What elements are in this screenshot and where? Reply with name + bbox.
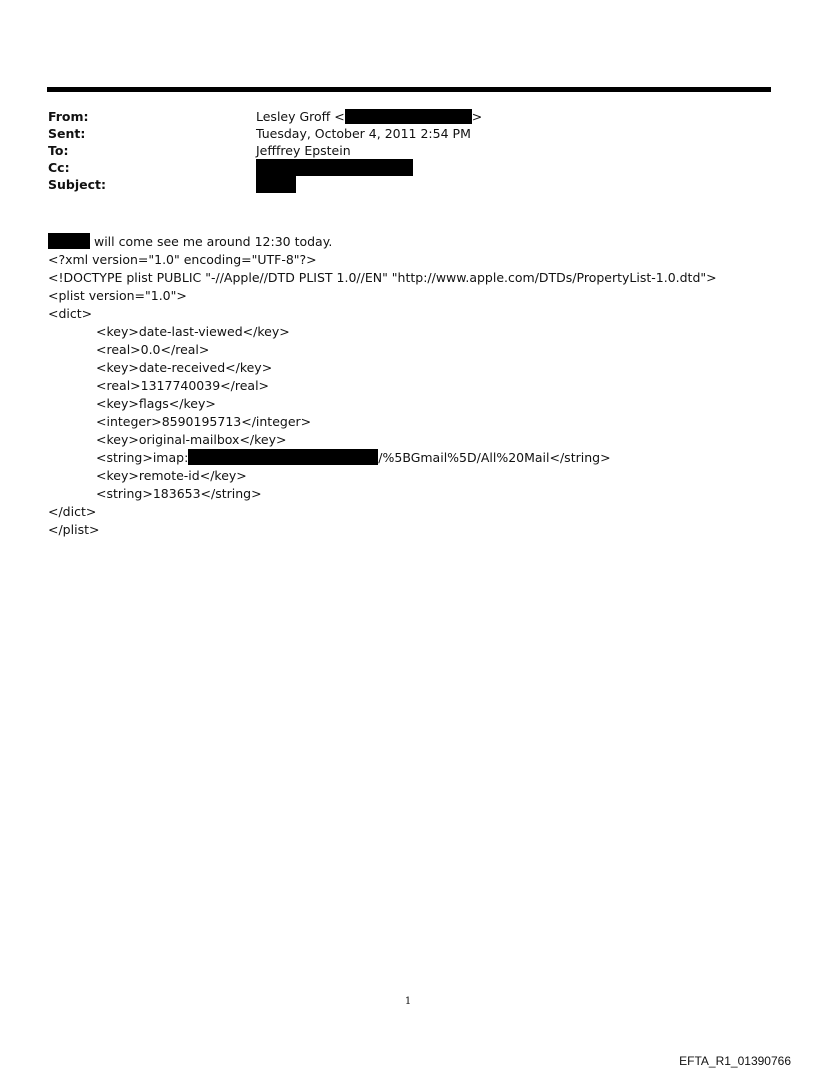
body-line-string-remote-id: <string>183653</string> bbox=[96, 486, 262, 501]
first-line-text: will come see me around 12:30 today. bbox=[90, 234, 333, 249]
from-value bbox=[256, 108, 482, 125]
body-line-first bbox=[48, 233, 778, 251]
redaction-box bbox=[48, 233, 90, 249]
cc-label: Cc: bbox=[48, 160, 70, 175]
body-line-key-date-last-viewed: <key>date-last-viewed</key> bbox=[96, 324, 290, 339]
redaction-box bbox=[256, 159, 413, 176]
body-line-plist-close: </plist> bbox=[48, 522, 100, 537]
body-line-string-imap bbox=[48, 449, 778, 467]
redaction-box bbox=[188, 449, 378, 465]
email-header bbox=[48, 108, 768, 193]
sent-value: Tuesday, October 4, 2011 2:54 PM bbox=[256, 126, 471, 141]
subject-label: Subject: bbox=[48, 177, 106, 192]
document-id: EFTA_R1_01390766 bbox=[679, 1054, 791, 1068]
cc-row bbox=[48, 159, 768, 176]
imap-prefix: <string>imap: bbox=[96, 450, 189, 465]
body-line-integer-flags: <integer>8590195713</integer> bbox=[96, 414, 312, 429]
redaction-box bbox=[345, 109, 472, 124]
subject-row bbox=[48, 176, 768, 193]
to-row bbox=[48, 142, 768, 159]
body-line-key-date-received: <key>date-received</key> bbox=[96, 360, 273, 375]
to-value: Jefffrey Epstein bbox=[256, 143, 351, 158]
email-body bbox=[48, 233, 778, 539]
body-line-dict-open: <dict> bbox=[48, 306, 93, 321]
body-line-doctype: <!DOCTYPE plist PUBLIC "-//Apple//DTD PLIST 1.0//EN" "http://www.apple.com/DTDs/PropertyList-1.0.dtd"> bbox=[48, 270, 717, 285]
body-line-real-received: <real>1317740039</real> bbox=[96, 378, 270, 393]
body-line-key-flags: <key>flags</key> bbox=[96, 396, 216, 411]
cc-value bbox=[256, 159, 413, 177]
from-close: > bbox=[471, 109, 483, 124]
sent-label: Sent: bbox=[48, 126, 86, 141]
body-line-key-remote-id: <key>remote-id</key> bbox=[96, 468, 247, 483]
body-line-plist-open: <plist version="1.0"> bbox=[48, 288, 187, 303]
from-label: From: bbox=[48, 109, 89, 124]
from-row bbox=[48, 108, 768, 125]
redaction-box bbox=[256, 176, 296, 193]
subject-value bbox=[256, 176, 296, 194]
body-line-xml-decl: <?xml version="1.0" encoding="UTF-8"?> bbox=[48, 252, 317, 267]
page-number: 1 bbox=[404, 996, 412, 1007]
body-line-dict-close: </dict> bbox=[48, 504, 97, 519]
header-rule bbox=[47, 87, 771, 92]
to-label: To: bbox=[48, 143, 69, 158]
body-line-key-original-mailbox: <key>original-mailbox</key> bbox=[96, 432, 287, 447]
body-line-real-zero: <real>0.0</real> bbox=[96, 342, 210, 357]
sent-row bbox=[48, 125, 768, 142]
imap-suffix: /%5BGmail%5D/All%20Mail</string> bbox=[378, 450, 611, 465]
from-name: Lesley Groff < bbox=[256, 109, 345, 124]
